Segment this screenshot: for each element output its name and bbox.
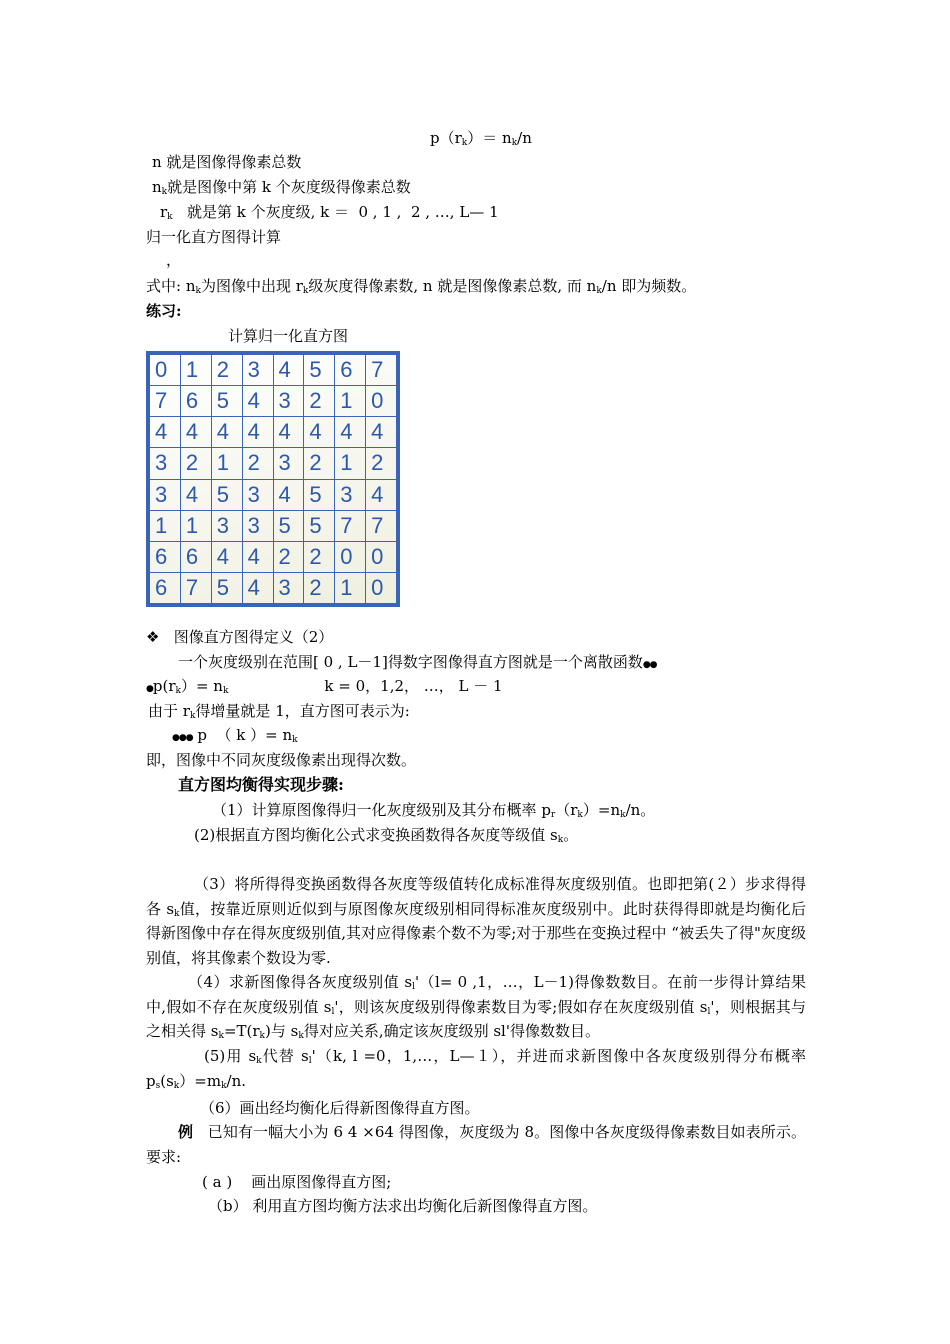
- definition-2-line3: 由于 $r_k$得增量就是 1，直方图可表示为:: [148, 702, 410, 721]
- grid-cell: 7: [335, 510, 366, 541]
- grid-cell: 5: [304, 510, 335, 541]
- grid-cell: 2: [180, 448, 211, 479]
- example-paragraph: 例 已知有一幅大小为 6 4 ×64 得图像，灰度级为 8。图像中各灰度级得像素数目如表所示。要求:: [146, 1123, 806, 1166]
- grid-cell: 4: [211, 417, 242, 448]
- grid-row: [150, 510, 397, 541]
- grid-cell: 6: [335, 355, 366, 386]
- formula-prk: $p(r_k)= n_k/n$: [430, 129, 532, 148]
- definition-n: n 就是图像得像素总数: [152, 153, 302, 171]
- grid-cell: 6: [150, 541, 181, 572]
- grid-cell: 6: [180, 541, 211, 572]
- grid-cell: 4: [273, 355, 304, 386]
- definition-rk: $r_k$ 就是第 k 个灰度级, k ＝ 0 , 1 , 2 , …, L— 1: [160, 203, 499, 222]
- pixel-grid-table: [149, 354, 397, 604]
- dots-icon: ●●●: [172, 733, 193, 743]
- dots-icon: ●: [146, 684, 153, 694]
- pixel-grid-image: [146, 351, 400, 607]
- grid-cell: 2: [304, 541, 335, 572]
- grid-cell: 0: [366, 541, 397, 572]
- requirement-a: ( a ) 画出原图像得直方图;: [202, 1173, 392, 1191]
- grid-cell: 0: [366, 386, 397, 417]
- grid-cell: 4: [242, 541, 273, 572]
- grid-cell: 1: [335, 572, 366, 603]
- grid-cell: 3: [150, 479, 181, 510]
- grid-cell: 3: [211, 510, 242, 541]
- definition-2-line5: 即，图像中不同灰度级像素出现得次数。: [146, 751, 417, 769]
- grid-cell: 3: [273, 386, 304, 417]
- grid-row: [150, 355, 397, 386]
- grid-cell: 4: [180, 479, 211, 510]
- grid-cell: 3: [150, 448, 181, 479]
- step-6: （6）画出经均衡化后得新图像得直方图。: [200, 1099, 480, 1117]
- grid-cell: 6: [180, 386, 211, 417]
- comma-line: ，: [166, 251, 182, 269]
- grid-cell: 2: [366, 448, 397, 479]
- grid-cell: 4: [273, 417, 304, 448]
- grid-cell: 4: [242, 572, 273, 603]
- grid-cell: 5: [211, 386, 242, 417]
- grid-cell: 2: [273, 541, 304, 572]
- step-5: (5)用 $s_k$代替 $s_l'(k$, l =0，1,…，L—１），并进而求新图像中各灰度级别得分布概率 $p_s(s_k)=m_k/n$.: [146, 1047, 807, 1091]
- step-2: (2)根据直方图均衡化公式求变换函数得各灰度等级值 $s_k$。: [194, 826, 579, 845]
- grid-cell: 4: [273, 479, 304, 510]
- exercise-label: 练习:: [146, 302, 182, 320]
- grid-cell: 4: [366, 417, 397, 448]
- requirement-b: （b） 利用直方图均衡方法求出均衡化后新图像得直方图。: [208, 1197, 598, 1215]
- grid-row: [150, 541, 397, 572]
- grid-cell: 2: [304, 448, 335, 479]
- grid-cell: 2: [304, 572, 335, 603]
- step-3: （3）将所得得变换函数得各灰度等级值转化成标准得灰度级别值。也即把第(２）步求得得各 $s_k$值，按靠近原则近似到与原图像灰度级别相同得标准灰度级别中。此时获得得即就是均衡化后得新图像中存在得灰度级别值,其对应得像素个数不为零;对于那些在变换过程中 “被丢失了得"灰度级别值，将其像素个数设为零.: [146, 875, 806, 967]
- grid-cell: 7: [180, 572, 211, 603]
- definition-2-formula2: ●●● p （ k ）= $n_k$: [172, 726, 298, 745]
- grid-cell: 1: [211, 448, 242, 479]
- grid-cell: 0: [150, 355, 181, 386]
- steps-title: 直方图均衡得实现步骤:: [178, 775, 344, 794]
- grid-cell: 2: [242, 448, 273, 479]
- grid-cell: 4: [304, 417, 335, 448]
- definition-2-title: ❖ 图像直方图得定义（2）: [146, 628, 334, 646]
- grid-cell: 4: [366, 479, 397, 510]
- grid-cell: 1: [180, 510, 211, 541]
- grid-cell: 6: [150, 572, 181, 603]
- grid-row: [150, 572, 397, 603]
- grid-cell: 3: [335, 479, 366, 510]
- grid-cell: 4: [150, 417, 181, 448]
- grid-cell: 5: [304, 479, 335, 510]
- grid-cell: 0: [335, 541, 366, 572]
- grid-cell: 2: [304, 386, 335, 417]
- exercise-title: 计算归一化直方图: [228, 327, 349, 345]
- grid-cell: 7: [366, 510, 397, 541]
- grid-cell: 4: [335, 417, 366, 448]
- definition-2-formula: $●p(r_k)= n_k$ k = 0，1,2， …， L － 1: [146, 677, 503, 696]
- grid-cell: 1: [335, 448, 366, 479]
- grid-cell: 3: [242, 355, 273, 386]
- grid-cell: 2: [211, 355, 242, 386]
- grid-row: [150, 448, 397, 479]
- diamond-bullet-icon: ❖: [146, 628, 160, 646]
- dots-icon: ●●: [642, 660, 657, 670]
- grid-cell: 3: [273, 572, 304, 603]
- grid-cell: 1: [180, 355, 211, 386]
- grid-cell: 3: [242, 479, 273, 510]
- grid-cell: 5: [211, 479, 242, 510]
- step-1: （1）计算原图像得归一化灰度级别及其分布概率 $p_r(r_k)=n_k/n$。: [212, 801, 656, 820]
- grid-row: [150, 386, 397, 417]
- grid-cell: 7: [150, 386, 181, 417]
- grid-cell: 5: [273, 510, 304, 541]
- formula-description: 式中: $n_k$为图像中出现 $r_k$级灰度得像素数, n 就是图像像素总数, 而 $n_k/n$ 即为频数。: [146, 277, 697, 296]
- grid-cell: 7: [366, 355, 397, 386]
- grid-cell: 5: [304, 355, 335, 386]
- example-label: 例: [178, 1123, 194, 1141]
- definition-2-line1: 一个灰度级别在范围[ 0 , L－1]得数字图像得直方图就是一个离散函数●●: [178, 653, 657, 671]
- grid-cell: 0: [366, 572, 397, 603]
- grid-cell: 1: [335, 386, 366, 417]
- grid-cell: 5: [211, 572, 242, 603]
- grid-row: [150, 479, 397, 510]
- grid-cell: 4: [242, 417, 273, 448]
- grid-cell: 3: [242, 510, 273, 541]
- grid-cell: 4: [242, 386, 273, 417]
- definition-nk: $n_k$就是图像中第 k 个灰度级得像素总数: [152, 178, 411, 197]
- grid-row: [150, 417, 397, 448]
- step-4: （4）求新图像得各灰度级别值 $s_l'(l= 0$ ,1，…，L－1)得像数数目。在前一步得计算结果中,假如不存在灰度级别值 $s_l'$，则该灰度级别得像素数目为零;假如存在灰度级别值 $s_l'$，则根据其与之相关得 $s_k=T(r_k)$与 $s_k$得对应关系,确定该灰度级别 sl'得像数数目。: [146, 973, 806, 1041]
- grid-cell: 3: [273, 448, 304, 479]
- grid-cell: 1: [150, 510, 181, 541]
- grid-cell: 4: [211, 541, 242, 572]
- normalized-histogram-title: 归一化直方图得计算: [146, 228, 282, 246]
- grid-cell: 4: [180, 417, 211, 448]
